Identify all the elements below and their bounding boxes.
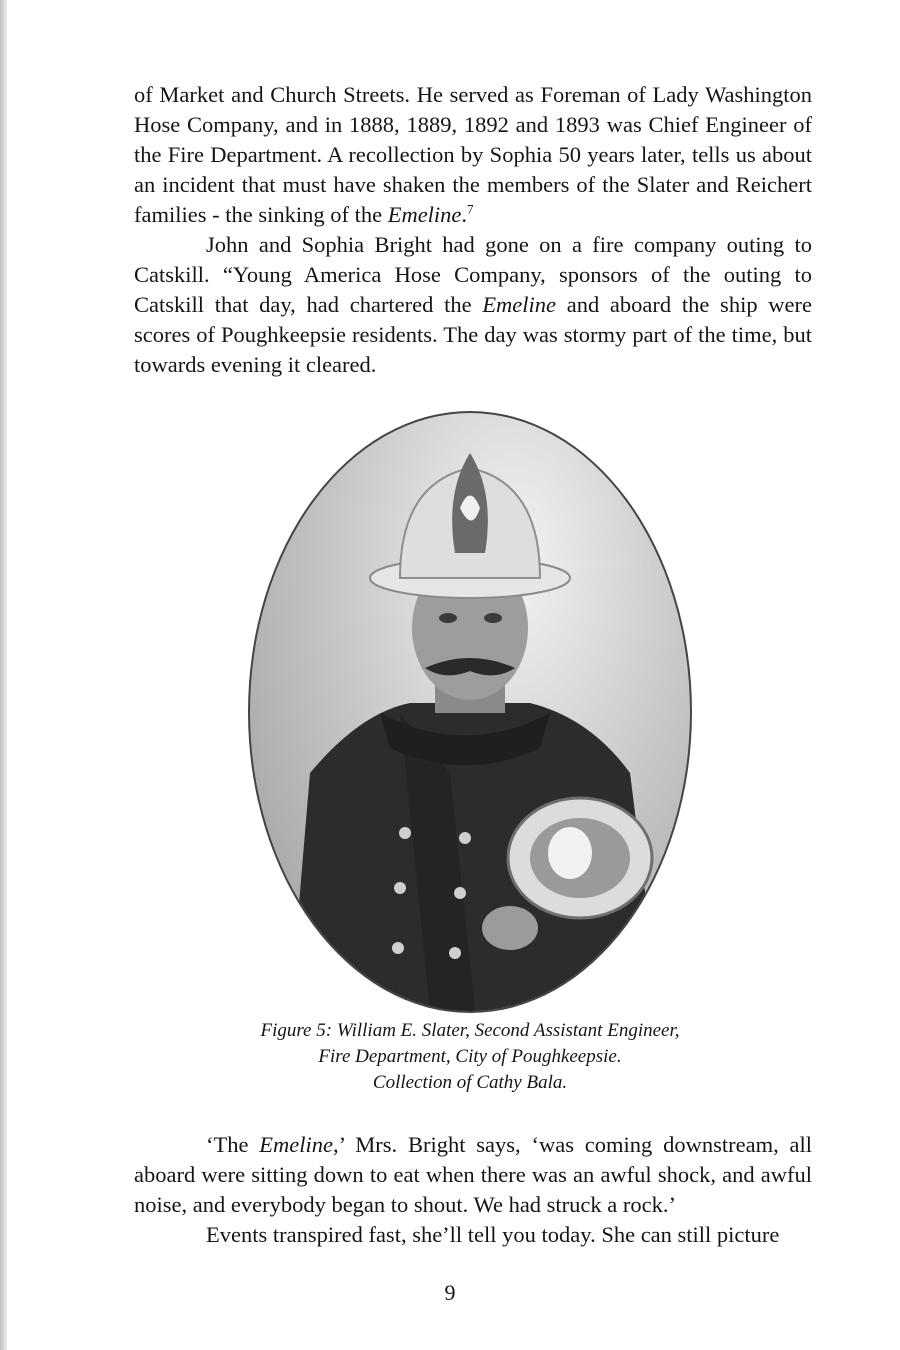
- page-edge-shadow: [0, 0, 7, 1350]
- paragraph-2-part2: and aboard the ship were scores of Poughkeepsie residents. The day was stormy part of the time, but towards evening it cleared.: [134, 292, 812, 377]
- paragraph-1-end: .: [461, 202, 468, 227]
- page-number: 9: [444, 1280, 456, 1305]
- lower-text: [134, 1130, 812, 1250]
- caption-line-2: Fire Department, City of Poughkeepsie.: [318, 1046, 622, 1067]
- caption-line-1: Figure 5: William E. Slater, Second Assistant Engineer,: [260, 1020, 680, 1041]
- footnote-marker: 7: [467, 201, 474, 217]
- paragraph-3: [134, 1130, 812, 1220]
- upper-text: [134, 80, 812, 380]
- paragraph-2-part1: John and Sophia Bright had gone on a fire company outing to Catskill. “Young America Hose Company, sponsors of the outing to Catskill that day, had chartered the: [134, 232, 812, 317]
- paragraph-2: [134, 230, 812, 380]
- emeline-italic-2: Emeline: [482, 292, 557, 317]
- emeline-italic-3: Emeline: [259, 1132, 334, 1157]
- paragraph-1: [134, 80, 812, 230]
- figure-caption: [150, 1018, 790, 1096]
- portrait-photo: [248, 411, 692, 1013]
- paragraph-1-text: of Market and Church Streets. He served as Foreman of Lady Washington Hose Company, and in 1888, 1889, 1892 and 1893 was Chief Engineer of the Fire Department. A recollection by Sophia 50 years later, tells us about an incident that must have shaken the members of the Slater and Reichert families - the sinking of the: [134, 82, 812, 227]
- caption-line-3: Collection of Cathy Bala.: [372, 1072, 568, 1093]
- emeline-italic-1: Emeline: [387, 202, 462, 227]
- firefighter-portrait-illustration: [250, 413, 690, 1011]
- paragraph-3-part1: ‘The: [206, 1132, 260, 1157]
- paragraph-4: Events transpired fast, she’ll tell you today. She can still picture: [206, 1222, 780, 1247]
- paragraph-3-part2: ,’ Mrs. Bright says, ‘was coming downstream, all aboard were sitting down to eat when there was an awful shock, and awful noise, and everybody began to shout. We had struck a rock.’: [134, 1132, 812, 1217]
